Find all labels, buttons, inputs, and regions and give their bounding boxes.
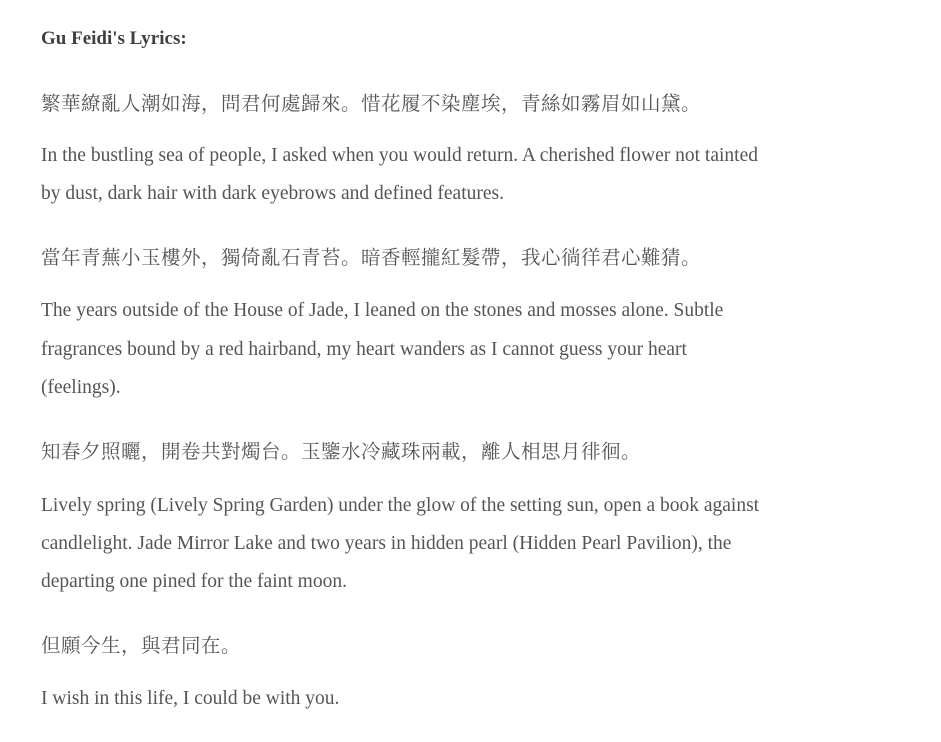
lyrics-heading: Gu Feidi's Lyrics: [41, 28, 187, 49]
stanza-3-chinese: 知春夕照曬，開卷共對燭台。玉鑒水冷藏珠兩載，離人相思月徘徊。 [41, 440, 642, 463]
stanza-1-english-line-1: In the bustling sea of people, I asked when you would return. A cherished flower not tainted [41, 145, 758, 166]
stanza-4-english-line-1: I wish in this life, I could be with you. [41, 688, 340, 709]
stanza-4-chinese: 但願今生，與君同在。 [41, 634, 242, 657]
stanza-3-english-line-2: candlelight. Jade Mirror Lake and two years in hidden pearl (Hidden Pearl Pavilion), the [41, 533, 732, 554]
stanza-2-chinese: 當年青蕪小玉樓外，獨倚亂石青苔。暗香輕攏紅髮帶，我心徜徉君心難猜。 [41, 246, 702, 269]
stanza-1-chinese: 繁華繚亂人潮如海，問君何處歸來。惜花履不染塵埃，青絲如霧眉如山黛。 [41, 92, 702, 115]
stanza-2-english-line-1: The years outside of the House of Jade, I leaned on the stones and mosses alone. Subtle [41, 300, 724, 321]
stanza-2-english-line-3: (feelings). [41, 377, 121, 398]
stanza-3-english-line-1: Lively spring (Lively Spring Garden) under the glow of the setting sun, open a book against [41, 495, 760, 516]
stanza-3-english-line-3: departing one pined for the faint moon. [41, 571, 347, 592]
stanza-2-english-line-2: fragrances bound by a red hairband, my heart wanders as I cannot guess your heart [41, 339, 687, 360]
stanza-1-english-line-2: by dust, dark hair with dark eyebrows and defined features. [41, 183, 504, 204]
